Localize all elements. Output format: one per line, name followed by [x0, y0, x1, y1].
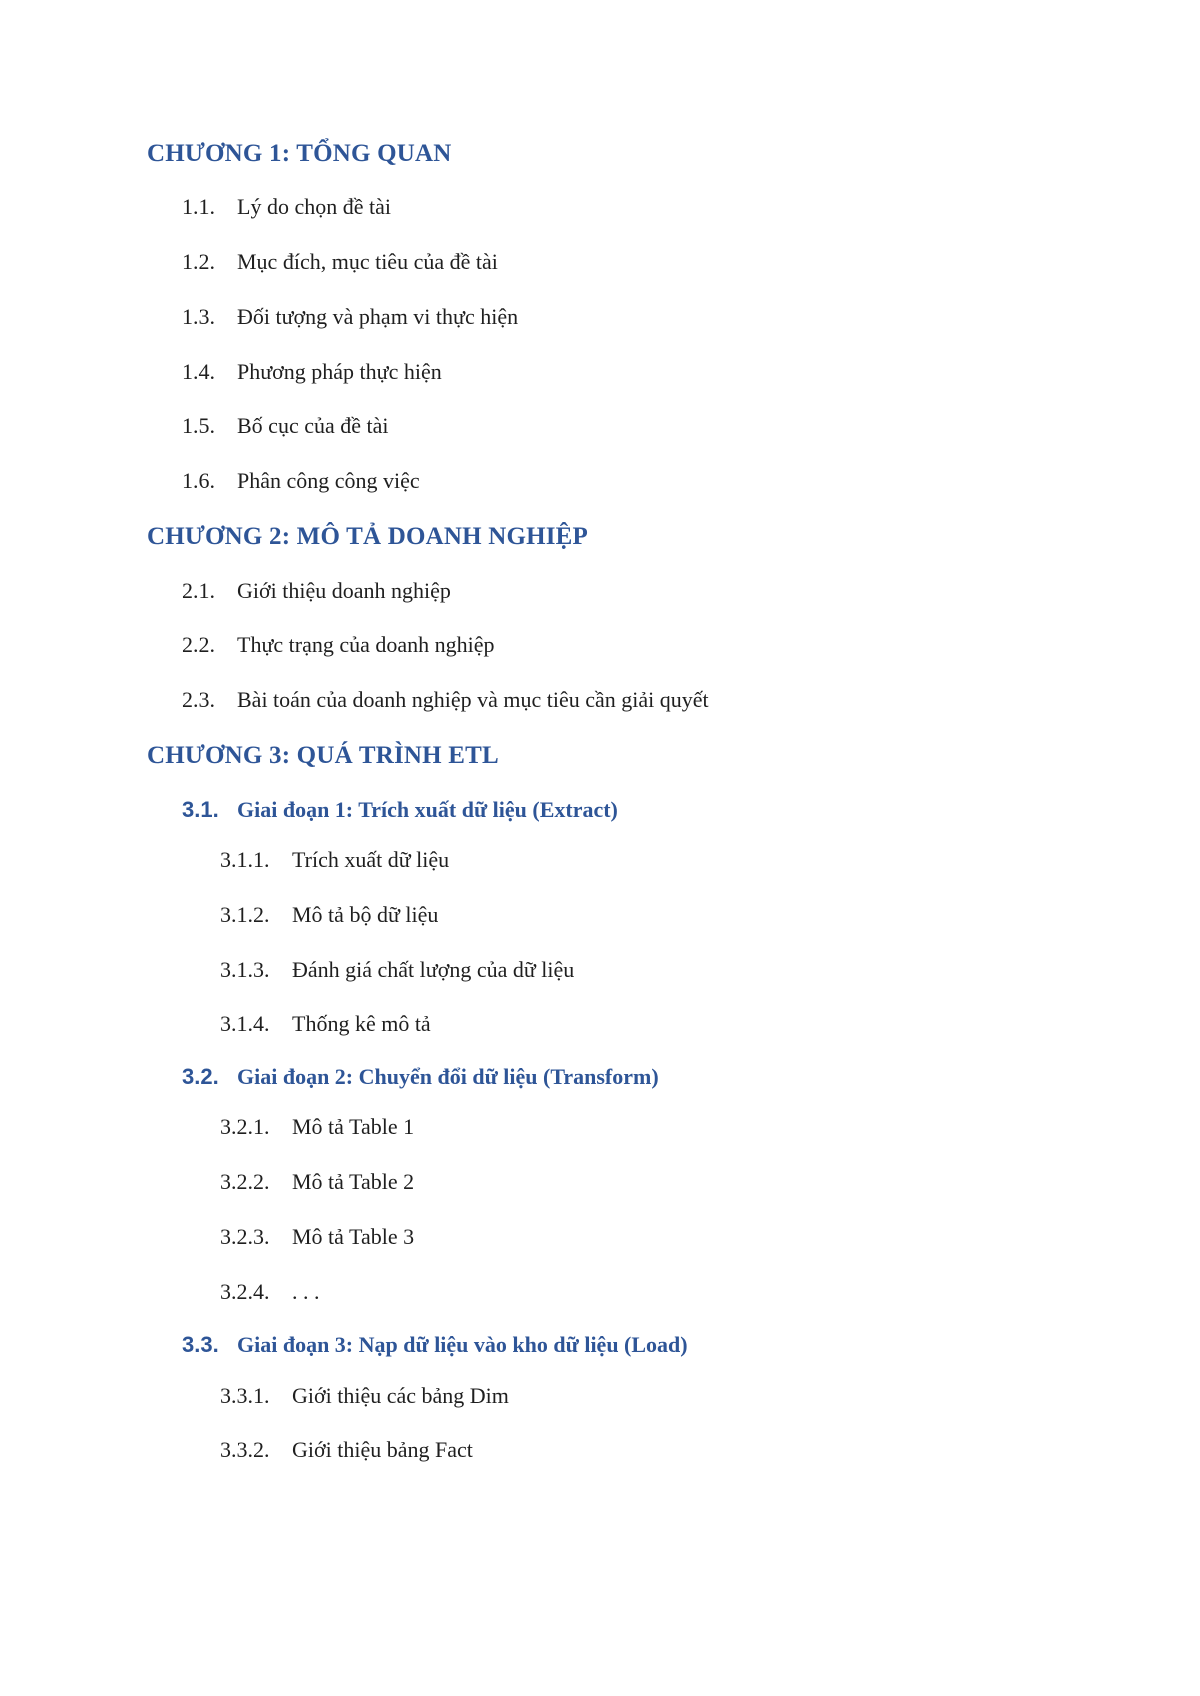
toc-item-number: 1.2.	[182, 249, 215, 274]
toc-item-text: Giới thiệu doanh nghiệp	[237, 578, 451, 603]
toc-item-text: Lý do chọn đề tài	[237, 194, 391, 219]
toc-item-number: 1.4.	[182, 359, 215, 384]
toc-item-text: Mô tả Table 3	[292, 1224, 415, 1249]
toc-item-number: 3.2.2.	[220, 1169, 270, 1194]
toc-item-text: Giới thiệu các bảng Dim	[292, 1383, 509, 1408]
chapter-3-heading: CHƯƠNG 3: QUÁ TRÌNH ETL	[147, 742, 499, 769]
toc-item-number: 3.2.3.	[220, 1224, 270, 1249]
toc-item-number: 1.5.	[182, 413, 215, 438]
toc-item-text: Bố cục của đề tài	[237, 413, 389, 438]
toc-item-number: 3.2.1.	[220, 1114, 270, 1139]
toc-item-number: 2.2.	[182, 632, 215, 657]
section-number: 3.3.	[182, 1332, 219, 1357]
section-number: 3.1.	[182, 797, 219, 822]
section-title: Giai đoạn 2: Chuyển đổi dữ liệu (Transform)	[237, 1064, 659, 1089]
toc-item-number: 3.1.4.	[220, 1011, 270, 1036]
toc-item-number: 3.1.3.	[220, 957, 270, 982]
toc-item-text: Thống kê mô tả	[292, 1011, 431, 1036]
chapter-1-heading: CHƯƠNG 1: TỔNG QUAN	[147, 140, 452, 167]
toc-item-text: Bài toán của doanh nghiệp và mục tiêu cần giải quyết	[237, 687, 709, 712]
toc-item-number: 1.3.	[182, 304, 215, 329]
toc-item-text: . . .	[292, 1279, 320, 1304]
toc-item-text: Đối tượng và phạm vi thực hiện	[237, 304, 519, 329]
toc-item-number: 3.2.4.	[220, 1279, 270, 1304]
toc-item-number: 3.1.2.	[220, 902, 270, 927]
toc-item-text: Phân công công việc	[237, 468, 420, 493]
toc-item-text: Thực trạng của doanh nghiệp	[237, 632, 495, 657]
toc-item-text: Đánh giá chất lượng của dữ liệu	[292, 957, 575, 982]
section-title: Giai đoạn 3: Nạp dữ liệu vào kho dữ liệu (Load)	[237, 1332, 688, 1357]
toc-item-text: Mục đích, mục tiêu của đề tài	[237, 249, 498, 274]
toc-item-text: Trích xuất dữ liệu	[292, 847, 450, 872]
toc-item-number: 3.1.1.	[220, 847, 270, 872]
toc-item-number: 2.1.	[182, 578, 215, 603]
toc-item-number: 3.3.2.	[220, 1437, 270, 1462]
toc-item-text: Mô tả Table 1	[292, 1114, 415, 1139]
toc-item-text: Mô tả bộ dữ liệu	[292, 902, 439, 927]
toc-item-text: Giới thiệu bảng Fact	[292, 1437, 473, 1462]
section-title: Giai đoạn 1: Trích xuất dữ liệu (Extract)	[237, 797, 618, 822]
chapter-2-heading: CHƯƠNG 2: MÔ TẢ DOANH NGHIỆP	[147, 523, 589, 550]
toc-item-number: 3.3.1.	[220, 1383, 270, 1408]
toc-item-number: 1.6.	[182, 468, 215, 493]
toc-item-text: Mô tả Table 2	[292, 1169, 415, 1194]
toc-item-number: 1.1.	[182, 194, 215, 219]
section-number: 3.2.	[182, 1064, 219, 1089]
toc-item-number: 2.3.	[182, 687, 215, 712]
toc-item-text: Phương pháp thực hiện	[237, 359, 442, 384]
